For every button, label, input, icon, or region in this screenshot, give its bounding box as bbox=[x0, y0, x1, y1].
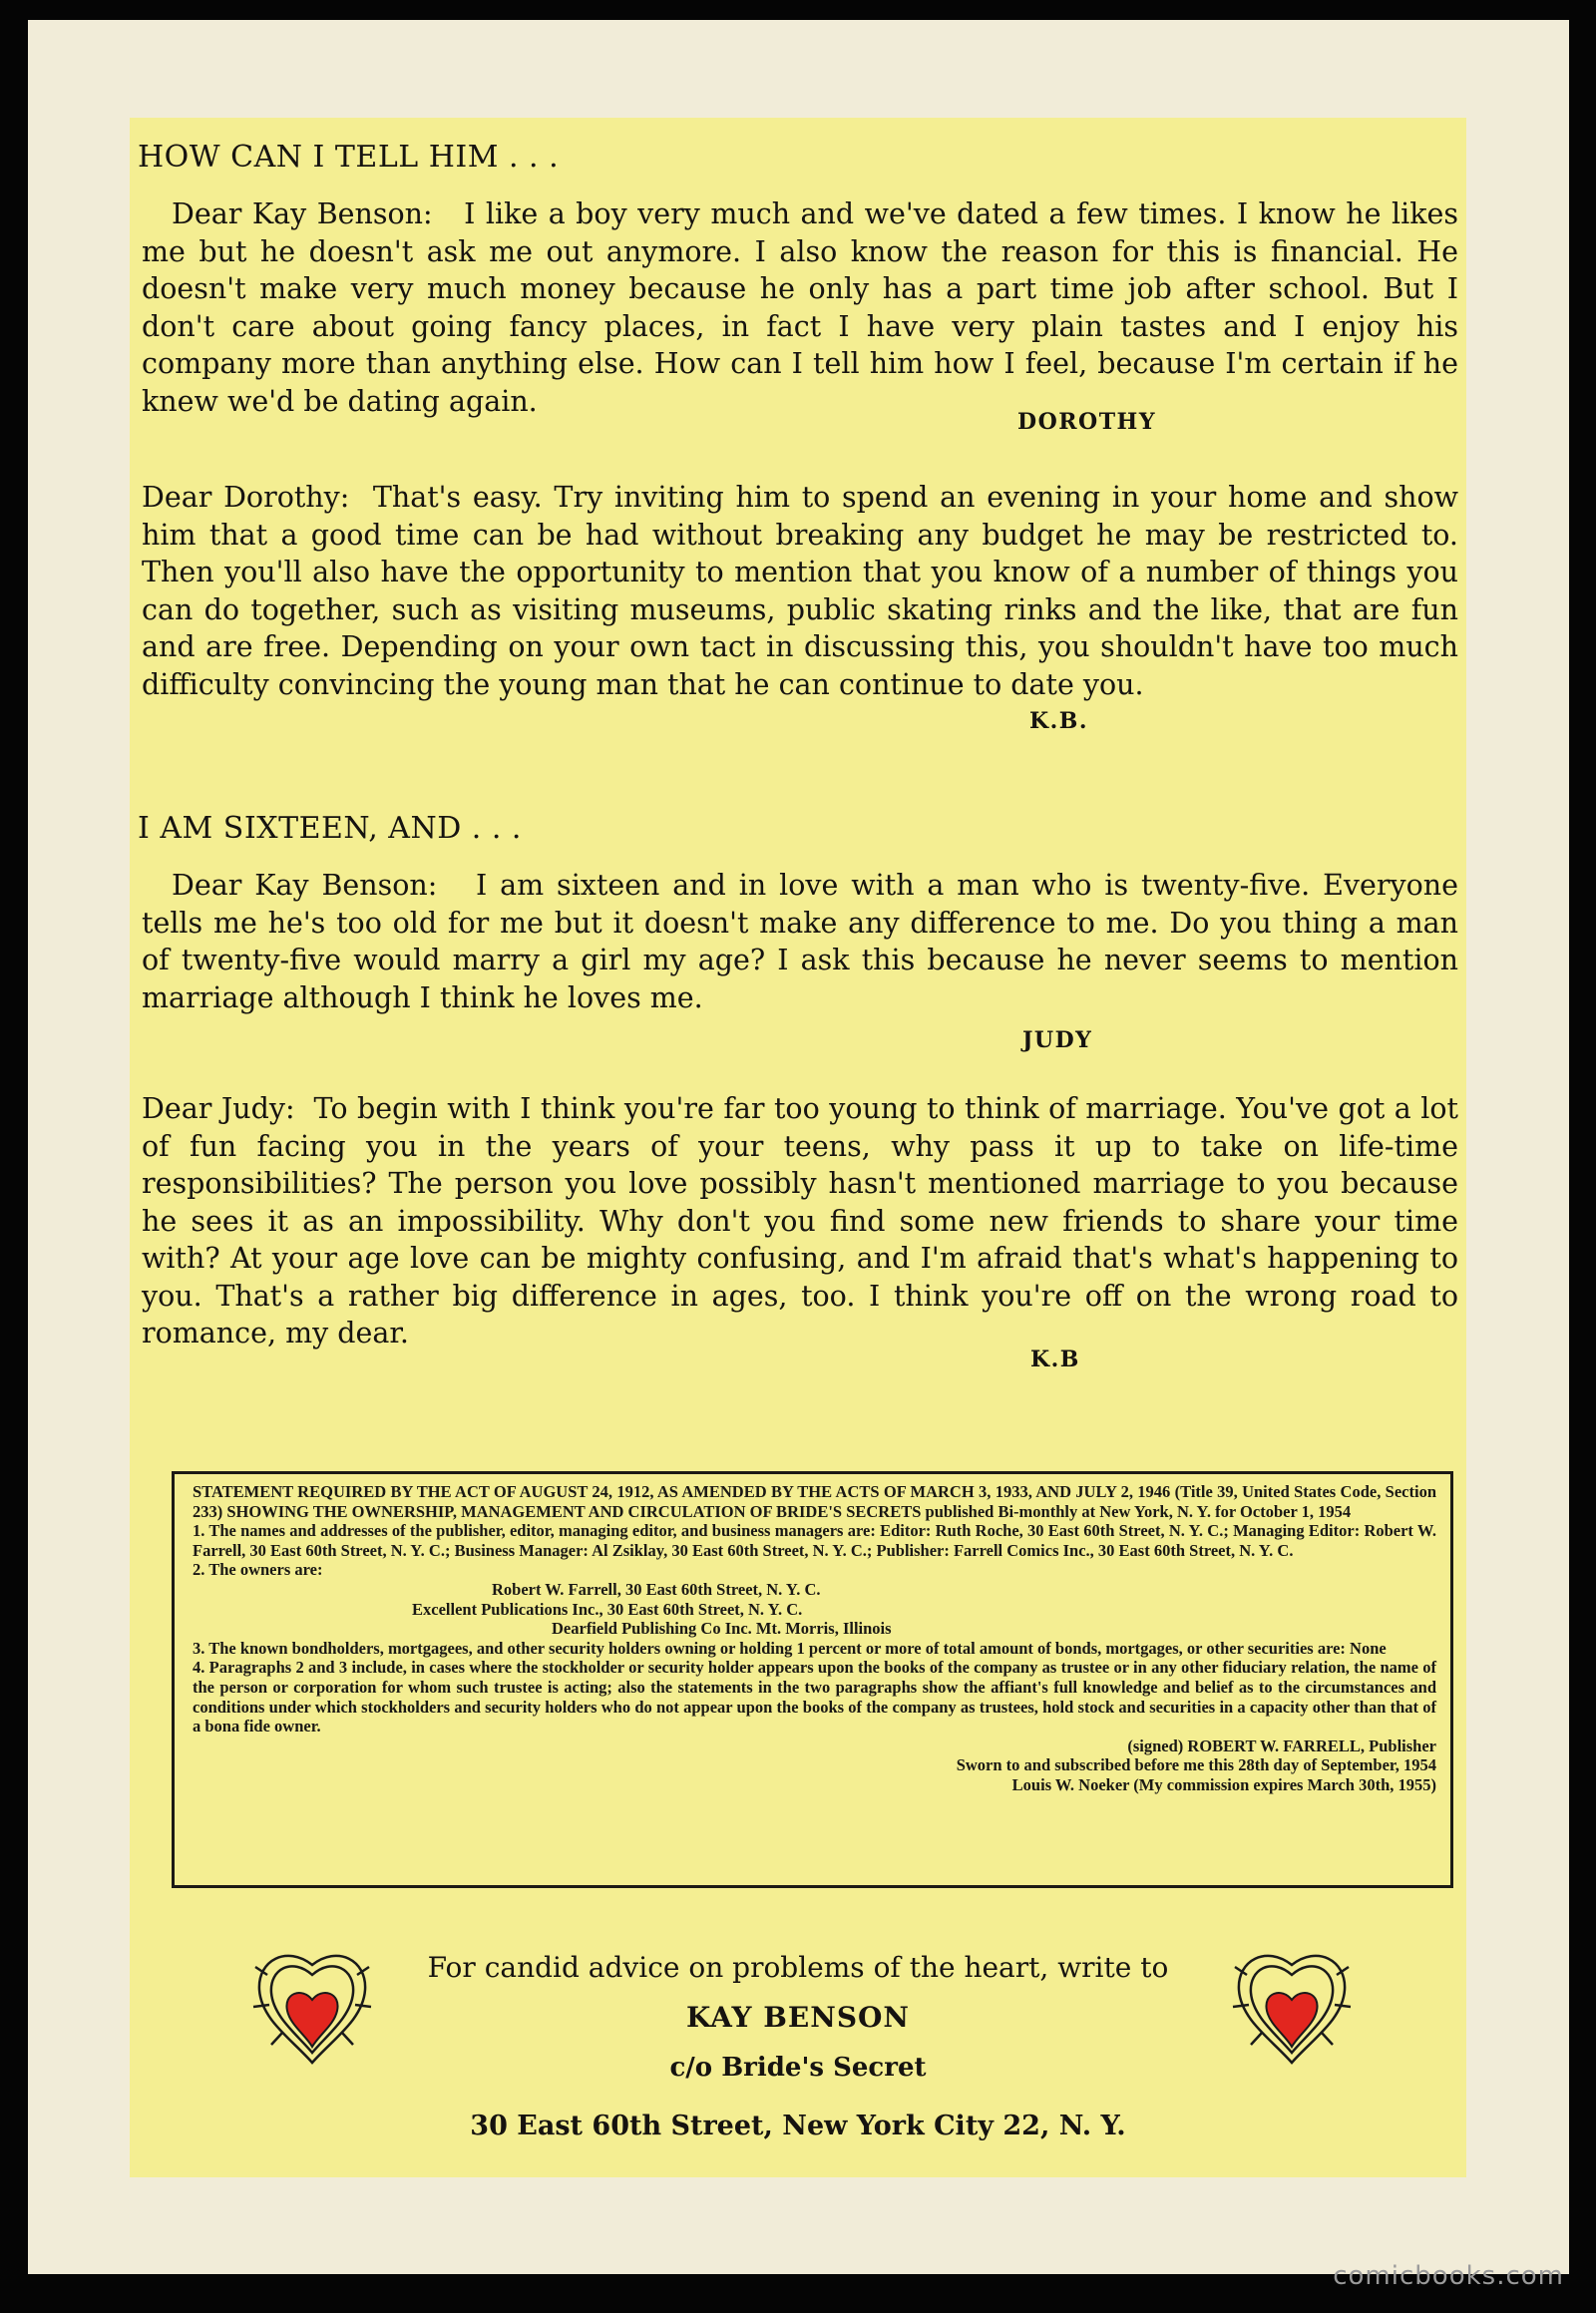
letter-text-1 bbox=[142, 195, 1458, 420]
letter-salutation-2: Dear Kay Benson: bbox=[172, 869, 438, 902]
reply-body-1: That's easy. Try inviting him to spend an evening in your home and show him that a good time can be had without breaking any budget he may be restricted to. Then you'll also have the opportunity to mention that you know of a number of things you can do together, such as visiting museums, public skating rinks and the like, that are fun and are free. Depending on your own tact in discussing this, you shouldn't have too much difficulty convincing the young man that he can continue to date you. bbox=[142, 481, 1458, 701]
statement-paragraph-3: 3. The known bondholders, mortgagees, and other security holders owning or holding 1 percent or more of total amount of bonds, mortgages, or other securities are: None bbox=[193, 1638, 1387, 1658]
statement-intro: STATEMENT REQUIRED BY THE ACT OF AUGUST 24, 1912, AS AMENDED BY THE ACTS OF MARCH 3, 1933, AND JULY 2, 1946 (Title 39, United States Code, Section 233) SHOWING THE OWNERSHIP, MANAGEMENT AND CIRCULATION OF BRIDE'S SECRETS published Bi-monthly at New York, N. Y. for October 1, 1954 bbox=[193, 1482, 1436, 1521]
letter-heading-1: HOW CAN I TELL HIM . . . bbox=[138, 140, 560, 175]
letter-body-2: I am sixteen and in love with a man who is twenty-five. Everyone tells me he's too old for me but it doesn't make any difference to me. Do you thing a man of twenty-five would marry a girl my age? I ask this because he never seems to mention marriage although I think he loves me. bbox=[142, 869, 1458, 1014]
reply-body-2: To begin with I think you're far too young to think of marriage. You've got a lot of fun facing you in the years of your teens, why pass it up to take on life-time responsibilities? The person you love possibly hasn't mentioned marriage to you because he sees it as an impossibility. Why don't you find some new friends to share your time with? At your age love can be mighty confusing, and I'm afraid that's what's happening to you. That's a rather big difference in ages, too. I think you're off on the wrong road to romance, my dear. bbox=[142, 1092, 1458, 1349]
statement-notary: Louis W. Noeker (My commission expires March 30th, 1955) bbox=[1011, 1774, 1436, 1794]
reply-text-2 bbox=[142, 1090, 1458, 1352]
letter-heading-2: I AM SIXTEEN, AND . . . bbox=[138, 811, 522, 846]
reply-salutation-2: Dear Judy: bbox=[142, 1092, 295, 1125]
reply-salutation-1: Dear Dorothy: bbox=[142, 481, 350, 514]
footer-line-3: c/o Bride's Secret bbox=[669, 2053, 927, 2083]
footer-kay-benson: KAY BENSON bbox=[685, 2001, 911, 2034]
owner-item: Robert W. Farrell, 30 East 60th Street, N. Y. C. bbox=[492, 1579, 821, 1599]
statement-paragraph-1: 1. The names and addresses of the publisher, editor, managing editor, and business managers are: Editor: Ruth Roche, 30 East 60th Street, N. Y. C.; Managing Editor: Robert W. Farrell, 30 East 60th Street, N. Y. C.; Business Manager: Al Zsiklay, 30 East 60th Street, N. Y. C.; Publisher: Farrell Comics Inc., 30 East 60th Street, N. Y. C. bbox=[193, 1521, 1436, 1560]
footer-line-1: For candid advice on problems of the heart, write to bbox=[427, 1951, 1169, 1984]
owner-item: Excellent Publications Inc., 30 East 60th Street, N. Y. C. bbox=[412, 1599, 803, 1619]
ownership-statement-box bbox=[172, 1471, 1453, 1888]
statement-paragraph-4: 4. Paragraphs 2 and 3 include, in cases where the stockholder or security holder appears upon the books of the company as trustee or in any other fiduciary relation, the name of the person or corporation for whom such trustee is acting; also the statements in the two paragraphs show the affiant's full knowledge and belief as to the circumstances and conditions under which stockholders and security holders who do not appear upon the books of the company as trustees, hold stock and securities in a capacity other than that of a bona fide owner. bbox=[193, 1658, 1436, 1736]
watermark: comicbooks.com bbox=[1333, 2261, 1564, 2291]
statement-paragraph-2-label: 2. The owners are: bbox=[193, 1560, 323, 1580]
owners-list bbox=[193, 1580, 1436, 1639]
reply-text-1 bbox=[142, 479, 1458, 703]
letter-text-2 bbox=[142, 867, 1458, 1016]
statement-sworn: Sworn to and subscribed before me this 28th day of September, 1954 bbox=[956, 1755, 1436, 1775]
reply-signature-1: K.B. bbox=[1029, 708, 1089, 734]
owner-item: Dearfield Publishing Co Inc. Mt. Morris, Illinois bbox=[552, 1619, 892, 1639]
letter-salutation-1: Dear Kay Benson: bbox=[172, 197, 433, 230]
reply-signature-2: K.B bbox=[1030, 1347, 1080, 1372]
letter-body-1: I like a boy very much and we've dated a few times. I know he likes me but he doesn't ask me out anymore. I also know the reason for this is financial. He doesn't make very much money because he only has a part time job after school. But I don't care about going fancy places, in fact I have very plain tastes and I enjoy his company more than anything else. How can I tell him how I feel, because I'm certain if he knew we'd be dating again. bbox=[142, 197, 1458, 418]
advice-column-page bbox=[130, 118, 1466, 2177]
letter-signature-2: JUDY bbox=[1022, 1027, 1093, 1053]
statement-signed: (signed) ROBERT W. FARRELL, Publisher bbox=[1127, 1735, 1436, 1755]
footer-address: 30 East 60th Street, New York City 22, N. Y. bbox=[470, 2111, 1126, 2141]
letter-signature-1: DOROTHY bbox=[1017, 409, 1157, 435]
